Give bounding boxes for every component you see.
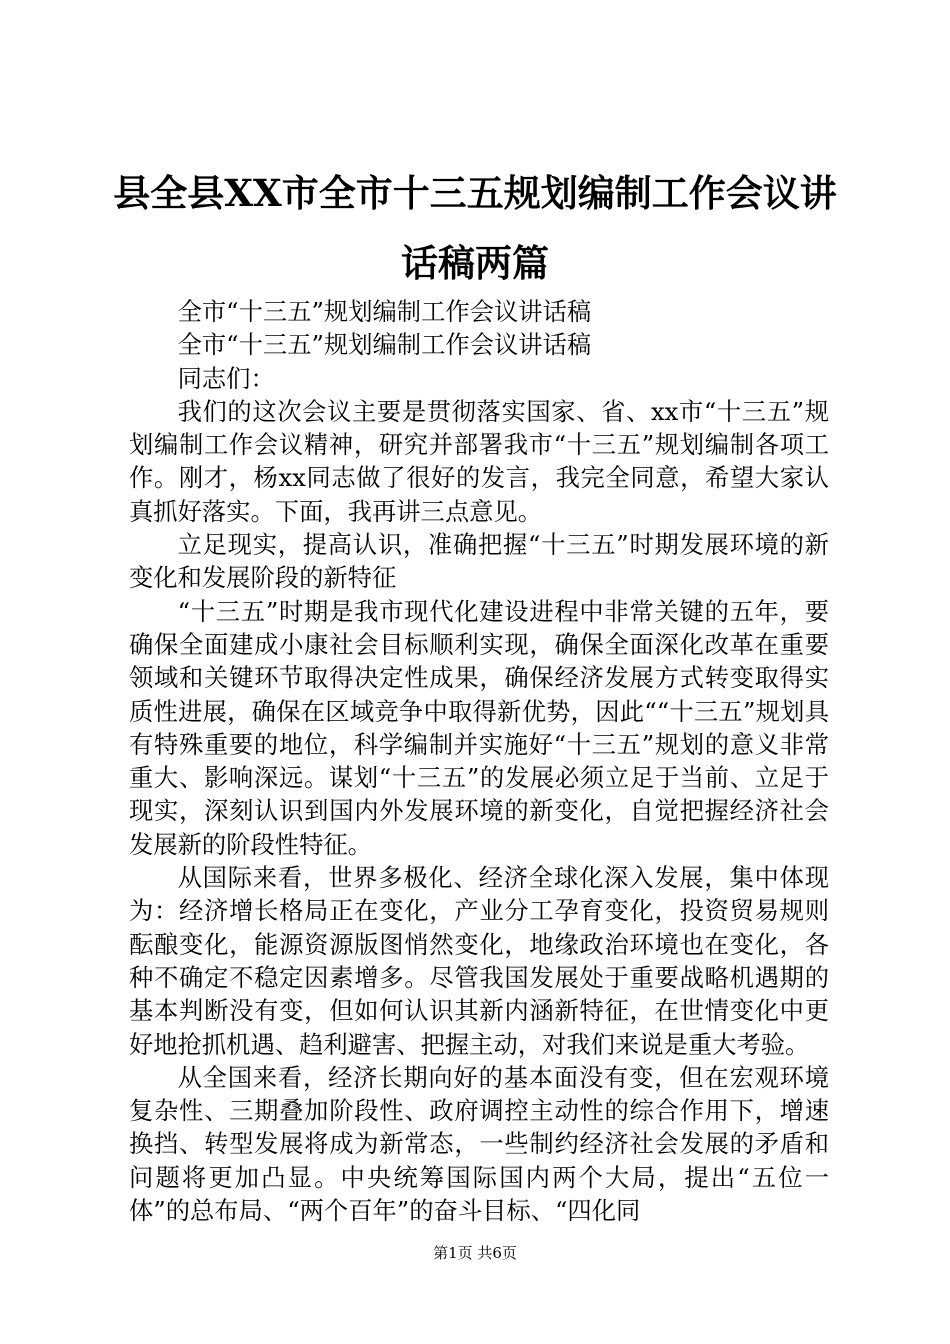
- paragraph: 同志们：: [177, 363, 275, 393]
- document-title: 县全县XX市全市十三五规划编制工作会议讲话稿两篇: [113, 171, 837, 285]
- paragraph: “十三五”时期是我市现代化建设进程中非常关键的五年，要确保全面建成小康社会目标顺利实现，确保全面深化改革在重要领域和关键环节取得决定性成果，确保经济发展方式转变取得实质性进展，确保在区域竞争中取得新优势，因此““十三五”规划具有特殊重要的地位，科学编制并实施好“十三五”规划的意义非常重大、影响深远。谋划“十三五”的发展必须立足于当前、立足于现实，深刻认识到国内外发展环境的新变化，自觉把握经济社会发展新的阶段性特征。: [129, 596, 829, 859]
- paragraph: 全市“十三五”规划编制工作会议讲话稿: [177, 330, 592, 360]
- paragraph: 立足现实，提高认识，准确把握“十三五”时期发展环境的新变化和发展阶段的新特征: [129, 530, 829, 593]
- document-body: [129, 295, 829, 1227]
- paragraph: 从全国来看，经济长期向好的基本面没有变，但在宏观环境复杂性、三期叠加阶段性、政府调控主动性的综合作用下，增速换挡、转型发展将成为新常态，一些制约经济社会发展的矛盾和问题将更加凸显。中央统筹国际国内两个大局，提出“五位一体”的总布局、“两个百年”的奋斗目标、“四化同: [129, 1062, 829, 1226]
- page-number-footer: 第1页 共6页: [433, 1244, 517, 1262]
- paragraph: 全市“十三五”规划编制工作会议讲话稿: [177, 297, 592, 326]
- paragraph: 从国际来看，世界多极化、经济全球化深入发展，集中体现为：经济增长格局正在变化，产业分工孕育变化，投资贸易规则酝酿变化，能源资源版图悄然变化，地缘政治环境也在变化，各种不确定不稳定因素增多。尽管我国发展处于重要战略机遇期的基本判断没有变，但如何认识其新内涵新特征，在世情变化中更好地抢抓机遇、趋利避害、把握主动，对我们来说是重大考验。: [129, 863, 829, 1059]
- paragraph: 我们的这次会议主要是贯彻落实国家、省、xx市“十三五”规划编制工作会议精神，研究并部署我市“十三五”规划编制各项工作。刚才，杨xx同志做了很好的发言，我完全同意，希望大家认真抓好落实。下面，我再讲三点意见。: [129, 396, 829, 526]
